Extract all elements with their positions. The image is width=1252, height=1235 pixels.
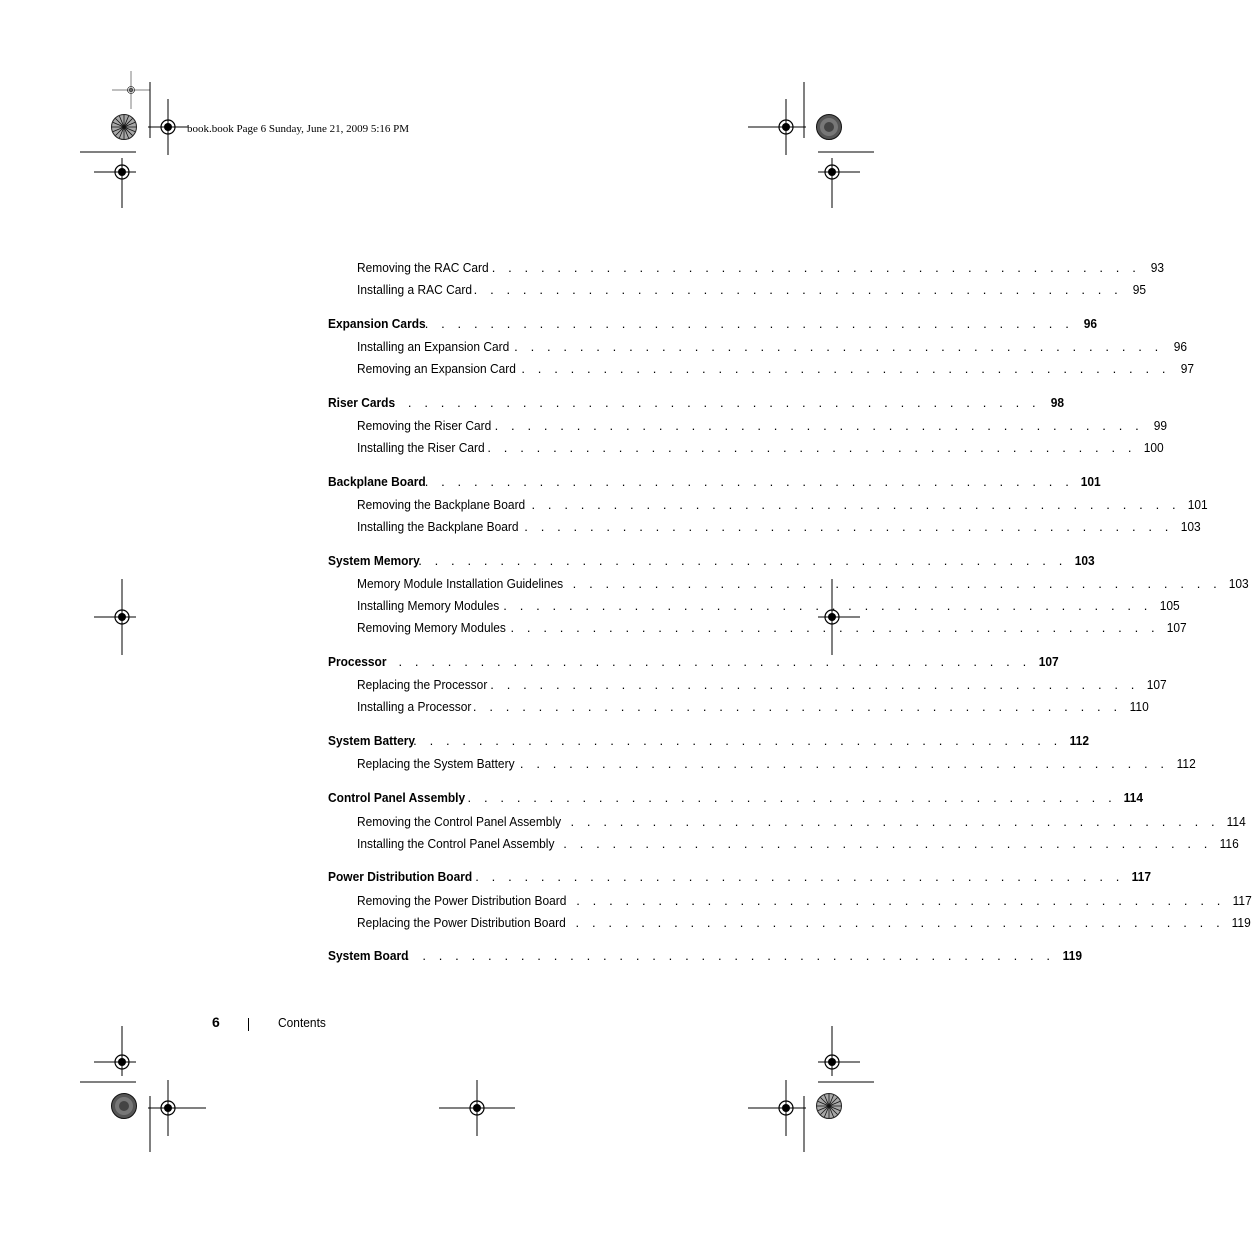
toc-leader-dots: . . . . . . . . . . . . . . . . . . . . . . . . . . . . . . . . . . . . . . . . [475, 869, 1124, 885]
footer-section-label: Contents [278, 1015, 326, 1030]
toc-leader-dots: . . . . . . . . . . . . . . . . . . . . . . . . . . . . . . . . . . . . . . . . [503, 598, 1152, 614]
toc-entry-page: 93 [1151, 260, 1165, 275]
starburst-registration-icon [112, 115, 137, 140]
toc-entry-title: Installing Memory Modules [357, 598, 500, 614]
toc-leader-dots: . . . . . . . . . . . . . . . . . . . . . . . . . . . . . . . . . . . . . . . . [570, 813, 1220, 829]
toc-entry-title: Removing an Expansion Card [357, 360, 516, 376]
toc-entry-title: Installing an Expansion Card [357, 339, 510, 355]
toc-heading-entry[interactable] [328, 393, 1065, 413]
toc-leader-dots: . . . . . . . . . . . . . . . . . . . . . . . . . . . . . . . . . . . . . . . . [491, 260, 1141, 275]
crosshair-registration-icon [94, 579, 136, 655]
crosshair-registration-icon [148, 99, 188, 155]
toc-heading-entry[interactable] [328, 652, 1059, 672]
toc-entry-title: Installing the Riser Card [357, 440, 485, 455]
toc-entry-title: Removing the Power Distribution Board [357, 892, 567, 908]
toc-entry-title: Removing the RAC Card [357, 260, 489, 275]
toc-entry-page: 97 [1180, 360, 1195, 376]
crosshair-registration-icon [818, 1026, 860, 1076]
toc-leader-dots: . . . . . . . . . . . . . . . . . . . . . . . . . . . . . . . . . . . . . . . . [494, 418, 1144, 434]
toc-leader-dots: . . . . . . . . . . . . . . . . . . . . . . . . . . . . . . . . . . . . . . . . [514, 339, 1163, 355]
toc-entry-page: 100 [1143, 440, 1164, 455]
starburst-registration-icon [817, 1094, 842, 1119]
toc-sub-entry[interactable] [357, 574, 1250, 594]
crosshair-registration-icon [148, 1080, 206, 1136]
toc-heading-entry[interactable] [328, 788, 1144, 808]
toc-entry-page: 117 [1232, 892, 1252, 908]
toc-entry-title: Replacing the System Battery [357, 756, 515, 772]
toc-sub-entry[interactable] [357, 675, 1167, 695]
toc-sub-entry[interactable] [357, 337, 1187, 357]
toc-sub-entry[interactable] [357, 596, 1180, 616]
toc-leader-dots: . . . . . . . . . . . . . . . . . . . . . . . . . . . . . . . . . . . . . . . . [531, 497, 1181, 513]
toc-entry-page: 119 [1062, 948, 1082, 964]
toc-sub-entry[interactable] [357, 416, 1168, 436]
toc-leader-dots: . . . . . . . . . . . . . . . . . . . . . . . . . . . . . . . . . . . . . . . . [424, 315, 1074, 331]
crosshair-registration-icon [748, 1080, 806, 1136]
toc-heading-entry[interactable] [328, 472, 1102, 492]
toc-entry-title: Removing the Control Panel Assembly [357, 813, 562, 829]
crosshair-registration-icon [94, 1026, 136, 1076]
toc-entry-page: 105 [1159, 598, 1180, 614]
toc-entry-page: 117 [1131, 869, 1151, 885]
toc-leader-dots: . . . . . . . . . . . . . . . . . . . . . . . . . . . . . . . . . . . . . . . . [391, 394, 1041, 410]
toc-leader-dots: . . . . . . . . . . . . . . . . . . . . . . . . . . . . . . . . . . . . . . . . [490, 677, 1140, 693]
toc-sub-entry[interactable] [357, 754, 1196, 774]
toc-entry-page: 114 [1123, 790, 1144, 806]
toc-leader-dots: . . . . . . . . . . . . . . . . . . . . . . . . . . . . . . . . . . . . . . . . [424, 473, 1074, 489]
toc-entry-title: Installing a RAC Card [357, 281, 472, 297]
toc-entry-page: 112 [1069, 732, 1089, 748]
print-slug: book.book Page 6 Sunday, June 21, 2009 5:16 PM [187, 123, 410, 135]
toc-leader-dots: . . . . . . . . . . . . . . . . . . . . . . . . . . . . . . . . . . . . . . . . [467, 790, 1117, 806]
starburst-registration-icon [817, 115, 842, 140]
toc-entry-title: Installing a Processor [357, 699, 472, 715]
toc-leader-dots: . . . . . . . . . . . . . . . . . . . . . . . . . . . . . . . . . . . . . . . . [576, 892, 1225, 908]
toc-entry-title: Memory Module Installation Guidelines [357, 576, 564, 592]
toc-entry-page: 107 [1146, 677, 1167, 693]
toc-sub-entry[interactable] [357, 834, 1239, 854]
toc-entry-title: System Battery [328, 732, 416, 748]
toc-leader-dots: . . . . . . . . . . . . . . . . . . . . . . . . . . . . . . . . . . . . . . . . [473, 281, 1123, 297]
toc-leader-dots: . . . . . . . . . . . . . . . . . . . . . . . . . . . . . . . . . . . . . . . . [572, 576, 1222, 592]
toc-sub-entry[interactable] [357, 517, 1201, 537]
toc-sub-entry[interactable] [357, 891, 1252, 911]
toc-entry-page: 101 [1081, 473, 1102, 489]
toc-entry-title: Power Distribution Board [328, 869, 473, 885]
toc-heading-entry[interactable] [328, 946, 1082, 966]
crosshair-registration-icon [94, 158, 136, 208]
toc-leader-dots: . . . . . . . . . . . . . . . . . . . . . . . . . . . . . . . . . . . . . . . . [418, 552, 1067, 568]
toc-entry-page: 116 [1219, 835, 1239, 851]
toc-entry-title: Processor [328, 653, 387, 669]
toc-heading-entry[interactable] [328, 314, 1098, 334]
toc-entry-title: Riser Cards [328, 394, 396, 410]
toc-leader-dots: . . . . . . . . . . . . . . . . . . . . . . . . . . . . . . . . . . . . . . . . [413, 732, 1062, 748]
toc-leader-dots: . . . . . . . . . . . . . . . . . . . . . . . . . . . . . . . . . . . . . . . . [521, 360, 1171, 376]
toc-entry-page: 95 [1133, 281, 1147, 297]
toc-entry-page: 96 [1084, 315, 1098, 331]
crosshair-registration-icon [439, 1080, 515, 1136]
toc-entry-page: 119 [1231, 914, 1252, 930]
toc-entry-page: 103 [1180, 519, 1201, 535]
toc-sub-entry[interactable] [357, 697, 1149, 717]
toc-entry-title: Expansion Cards [328, 315, 426, 331]
crosshair-registration-icon [748, 99, 806, 155]
starburst-registration-icon [112, 1094, 137, 1119]
toc-entry-title: System Memory [328, 552, 420, 568]
toc-entry-title: Installing the Control Panel Assembly [357, 835, 555, 851]
toc-sub-entry[interactable] [357, 438, 1164, 458]
toc-leader-dots: . . . . . . . . . . . . . . . . . . . . . . . . . . . . . . . . . . . . . . . . [519, 756, 1169, 772]
toc-entry-title: Removing Memory Modules [357, 620, 506, 635]
toc-entry-title: Replacing the Processor [357, 677, 488, 693]
toc-leader-dots: . . . . . . . . . . . . . . . . . . . . . . . . . . . . . . . . . . . . . . . . [575, 914, 1225, 930]
toc-entry-page: 101 [1187, 497, 1208, 513]
toc-heading-entry[interactable] [328, 731, 1089, 751]
toc-entry-title: Replacing the Power Distribution Board [357, 914, 566, 930]
toc-entry-page: 103 [1229, 576, 1250, 592]
toc-entry-page: 96 [1173, 339, 1187, 355]
toc-entry-page: 107 [1166, 620, 1187, 635]
crosshair-registration-icon [818, 158, 860, 208]
toc-entry-page: 99 [1154, 418, 1168, 434]
toc-leader-dots: . . . . . . . . . . . . . . . . . . . . . . . . . . . . . . . . . . . . . . . . [405, 948, 1055, 964]
toc-leader-dots: . . . . . . . . . . . . . . . . . . . . . . . . . . . . . . . . . . . . . . . . [524, 519, 1173, 535]
toc-heading-entry[interactable] [328, 867, 1151, 887]
toc-entry-title: Removing the Riser Card [357, 418, 492, 434]
toc-sub-entry[interactable] [357, 913, 1252, 933]
toc-leader-dots: . . . . . . . . . . . . . . . . . . . . . . . . . . . . . . . . . . . . . . . . [472, 699, 1122, 715]
toc-leader-dots: . . . . . . . . . . . . . . . . . . . . . . . . . . . . . . . . . . . . . . . . [563, 835, 1212, 851]
toc-sub-entry[interactable] [357, 495, 1208, 515]
toc-sub-entry[interactable] [357, 359, 1195, 379]
toc-entry-title: Removing the Backplane Board [357, 497, 526, 513]
toc-leader-dots: . . . . . . . . . . . . . . . . . . . . . . . . . . . . . . . . . . . . . . . . [510, 620, 1160, 635]
toc-sub-entry[interactable] [357, 258, 1165, 278]
toc-entry-page: 114 [1226, 813, 1246, 829]
toc-entry-page: 110 [1129, 699, 1149, 715]
toc-leader-dots: . . . . . . . . . . . . . . . . . . . . . . . . . . . . . . . . . . . . . . . . [487, 440, 1137, 455]
toc-entry-page: 107 [1038, 653, 1059, 669]
toc-entry-title: Backplane Board [328, 473, 426, 489]
toc-entry-title: Installing the Backplane Board [357, 519, 519, 535]
toc-entry-page: 112 [1176, 756, 1196, 772]
toc-entry-title: System Board [328, 948, 409, 964]
toc-entry-title: Control Panel Assembly [328, 790, 466, 806]
toc-entry-page: 98 [1050, 394, 1065, 410]
toc-sub-entry[interactable] [357, 280, 1147, 300]
footer-divider [248, 1018, 249, 1031]
toc-sub-entry[interactable] [357, 618, 1187, 638]
page-number: 6 [212, 1014, 220, 1030]
toc-leader-dots: . . . . . . . . . . . . . . . . . . . . . . . . . . . . . . . . . . . . . . . . [382, 653, 1031, 669]
toc-entry-page: 103 [1074, 552, 1095, 568]
toc-sub-entry[interactable] [357, 812, 1246, 832]
toc-heading-entry[interactable] [328, 551, 1095, 571]
